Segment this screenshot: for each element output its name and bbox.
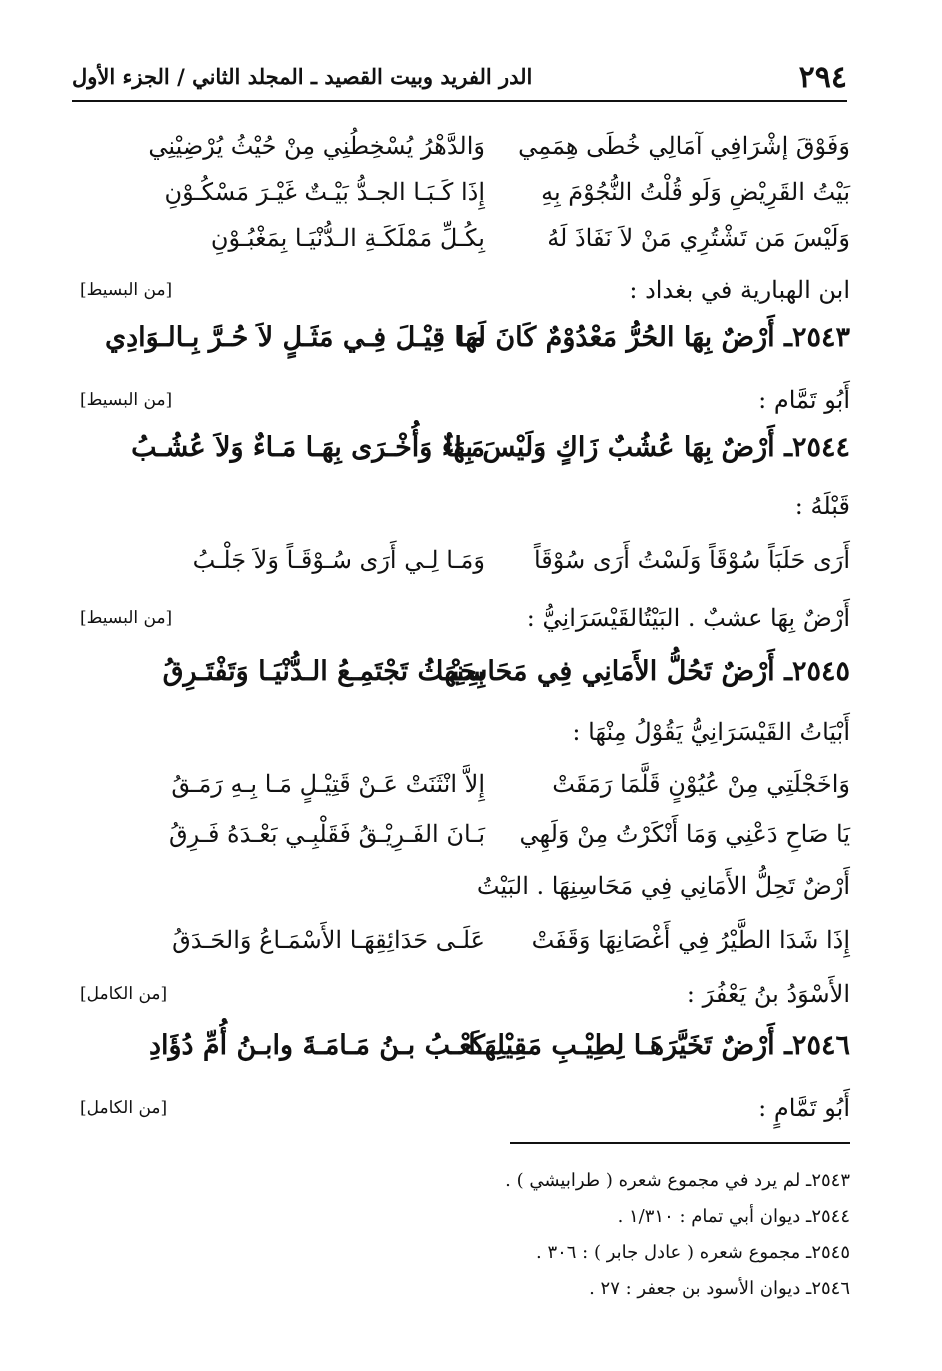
attribution-line — [60, 386, 850, 432]
verse-first-hemistich: وَلَيْسَ مَن تَشْتُرِي مَنْ لاَ نَفَاذَ لَهُ — [547, 224, 850, 252]
verse-second-hemistich: وَمَـا لِـي أَرَى سُـوْقَـاً وَلاَ جَلْـبُ — [192, 546, 485, 574]
running-title: الدر الفريد وبيت القصيد ـ المجلد الثاني / الجزء الأول — [72, 64, 533, 89]
header-rule — [72, 100, 847, 102]
entry-second-hemistich: مـا قِيْـلَ فِـي مَثَـلٍ لاَ حُـرَّ بِـالـوَادِي — [105, 322, 485, 353]
poet-attribution: أَبُو تَمَّامٍ : — [758, 1094, 850, 1122]
poet-attribution: أَبُو تَمَّام : — [758, 386, 850, 414]
meter-label: [من البسيط] — [80, 608, 173, 628]
verse-first-hemistich: إِذَا شَدَا الطَّيْرُ فِي أَغْصَانِهَا وَقَفَتْ — [531, 926, 850, 954]
verse-second-hemistich: عَلَـى حَدَائِقِهَـا الأَسْمَـاعُ وَالحَـدَقُ — [172, 926, 485, 954]
footnote: ٢٥٤٣ـ لم يرد في مجموع شعره ( طرابيشي ) . — [505, 1170, 850, 1191]
poet-attribution: أَرْضٌ تَحِلُّ الأَمَانِي فِي مَحَاسِنِهَا . البَيْتُ — [476, 872, 850, 900]
attribution-line — [60, 604, 850, 650]
page-number: ٢٩٤ — [798, 60, 847, 95]
footnote-rule — [510, 1142, 850, 1144]
poet-attribution: قَبْلَهُ : — [794, 492, 850, 520]
verse-first-hemistich: وَفَوْقَ إشْرَافِي آمَالِي خُطَى هِمَمِي — [518, 132, 850, 160]
page-header — [72, 58, 847, 98]
entry-second-hemistich: بِحَيْـثُ تَجْتَمِـعُ الـدُّنْيَـا وَتَفْتَـرِقُ — [162, 656, 485, 687]
footnote: ٢٥٤٦ـ ديوان الأسود بن جعفر : ٢٧ . — [589, 1278, 850, 1299]
attribution-line — [60, 872, 850, 918]
poet-attribution: الأَسْوَدُ بنُ يَعْفُرَ : — [686, 980, 850, 1008]
entry-second-hemistich: مَـاءٌ وَأُخْـرَى بِهَـا مَـاءٌ وَلاَ عُشُـبُ — [131, 432, 485, 463]
meter-label: [من البسيط] — [80, 390, 173, 410]
entry-line — [60, 432, 850, 478]
attribution-line — [60, 718, 850, 764]
meter-label: [من الكامل] — [80, 1098, 168, 1118]
verse-first-hemistich: يَا صَاحِ دَعْنِي وَمَا أَنْكَرْتُ مِنْ وَلَهِي — [519, 820, 850, 848]
poet-attribution: أَرْضٌ بِهَا عشبٌ . البَيْتُالقَيْسَرَانِيُّ : — [526, 604, 850, 632]
attribution-line — [60, 276, 850, 322]
verse-second-hemistich: بَـانَ الفَـرِيْـقُ فَقَلْبِـي بَعْـدَهُ فَـرِقُ — [169, 820, 485, 848]
verse-first-hemistich: وَاخَجْلَتِي مِنْ عُيُوْنٍ قَلَّمَا رَمَقَتْ — [552, 770, 850, 798]
verse-line — [60, 926, 850, 972]
verse-second-hemistich: إِذَا كَـبَـا الجـدُّ بَيْـتٌ غَيْـرَ مَسْكُـوْنِ — [164, 178, 485, 206]
verse-second-hemistich: بِكُـلِّ مَمْلَكَـةِ الـدُّنْيَـا بِمَغْبُـوْنِ — [210, 224, 485, 252]
verse-second-hemistich: إِلاَّ انْثَنَتْ عَـنْ قَتِيْـلٍ مَـا بِـهِ رَمَـقُ — [171, 770, 485, 798]
footnote: ٢٥٤٤ـ ديوان أبي تمام : ١/٣١٠ . — [617, 1206, 850, 1227]
entry-line — [60, 322, 850, 368]
verse-line — [60, 178, 850, 224]
verse-line — [60, 224, 850, 270]
verse-line — [60, 546, 850, 592]
verse-line — [60, 820, 850, 866]
verse-second-hemistich: وَالدَّهْرُ يُسْخِطُنِي مِنْ حُيْثُ يُرْضِيْنِي — [148, 132, 485, 160]
verse-line — [60, 770, 850, 816]
verse-first-hemistich: أَرَى حَلَبَاً سُوْقَاً وَلَسْتُ أَرَى سُوْقَاً — [533, 546, 850, 574]
meter-label: [من الكامل] — [80, 984, 168, 1004]
entry-line — [60, 1030, 850, 1076]
entry-first-hemistich: ٢٥٤٦ـ أَرْضٌ تَخَيَّرَهَـا لِطِيْـبِ مَقِيْلِهَـا — [468, 1030, 850, 1061]
entry-first-hemistich: ٢٥٤٤ـ أَرْضٌ بِهَا عُشُبٌ زَاكٍ وَلَيْسَ بِهَا — [444, 432, 850, 463]
entry-second-hemistich: كَعْـبُ بـنُ مَـامَـةَ وابـنُ أُمِّ دُؤَادِ — [148, 1030, 485, 1061]
entry-line — [60, 656, 850, 702]
footnote: ٢٥٤٥ـ مجموع شعره ( عادل جابر ) : ٣٠٦ . — [535, 1242, 850, 1263]
attribution-line — [60, 980, 850, 1026]
poet-attribution: ابن الهبارية في بغداد : — [629, 276, 850, 304]
entry-first-hemistich: ٢٥٤٥ـ أَرْضٌ تَحُلُّ الأَمَانِي فِي مَحَاسِنِهَا — [435, 656, 850, 687]
verse-first-hemistich: بَيْتُ القَرِيْضِ وَلَو قُلْتُ النُّجُوْمَ بِهِ — [541, 178, 850, 206]
attribution-line — [60, 492, 850, 538]
verse-line — [60, 132, 850, 178]
poet-attribution: أَبْيَاتُ القَيْسَرَانِيُّ يَقُوْلُ مِنْهَا : — [572, 718, 850, 746]
attribution-line — [60, 1094, 850, 1140]
meter-label: [من البسيط] — [80, 280, 173, 300]
entry-first-hemistich: ٢٥٤٣ـ أَرْضٌ بِهَا الحُرُّ مَعْدُوْمٌ كَانَ لَهَا — [457, 322, 850, 353]
